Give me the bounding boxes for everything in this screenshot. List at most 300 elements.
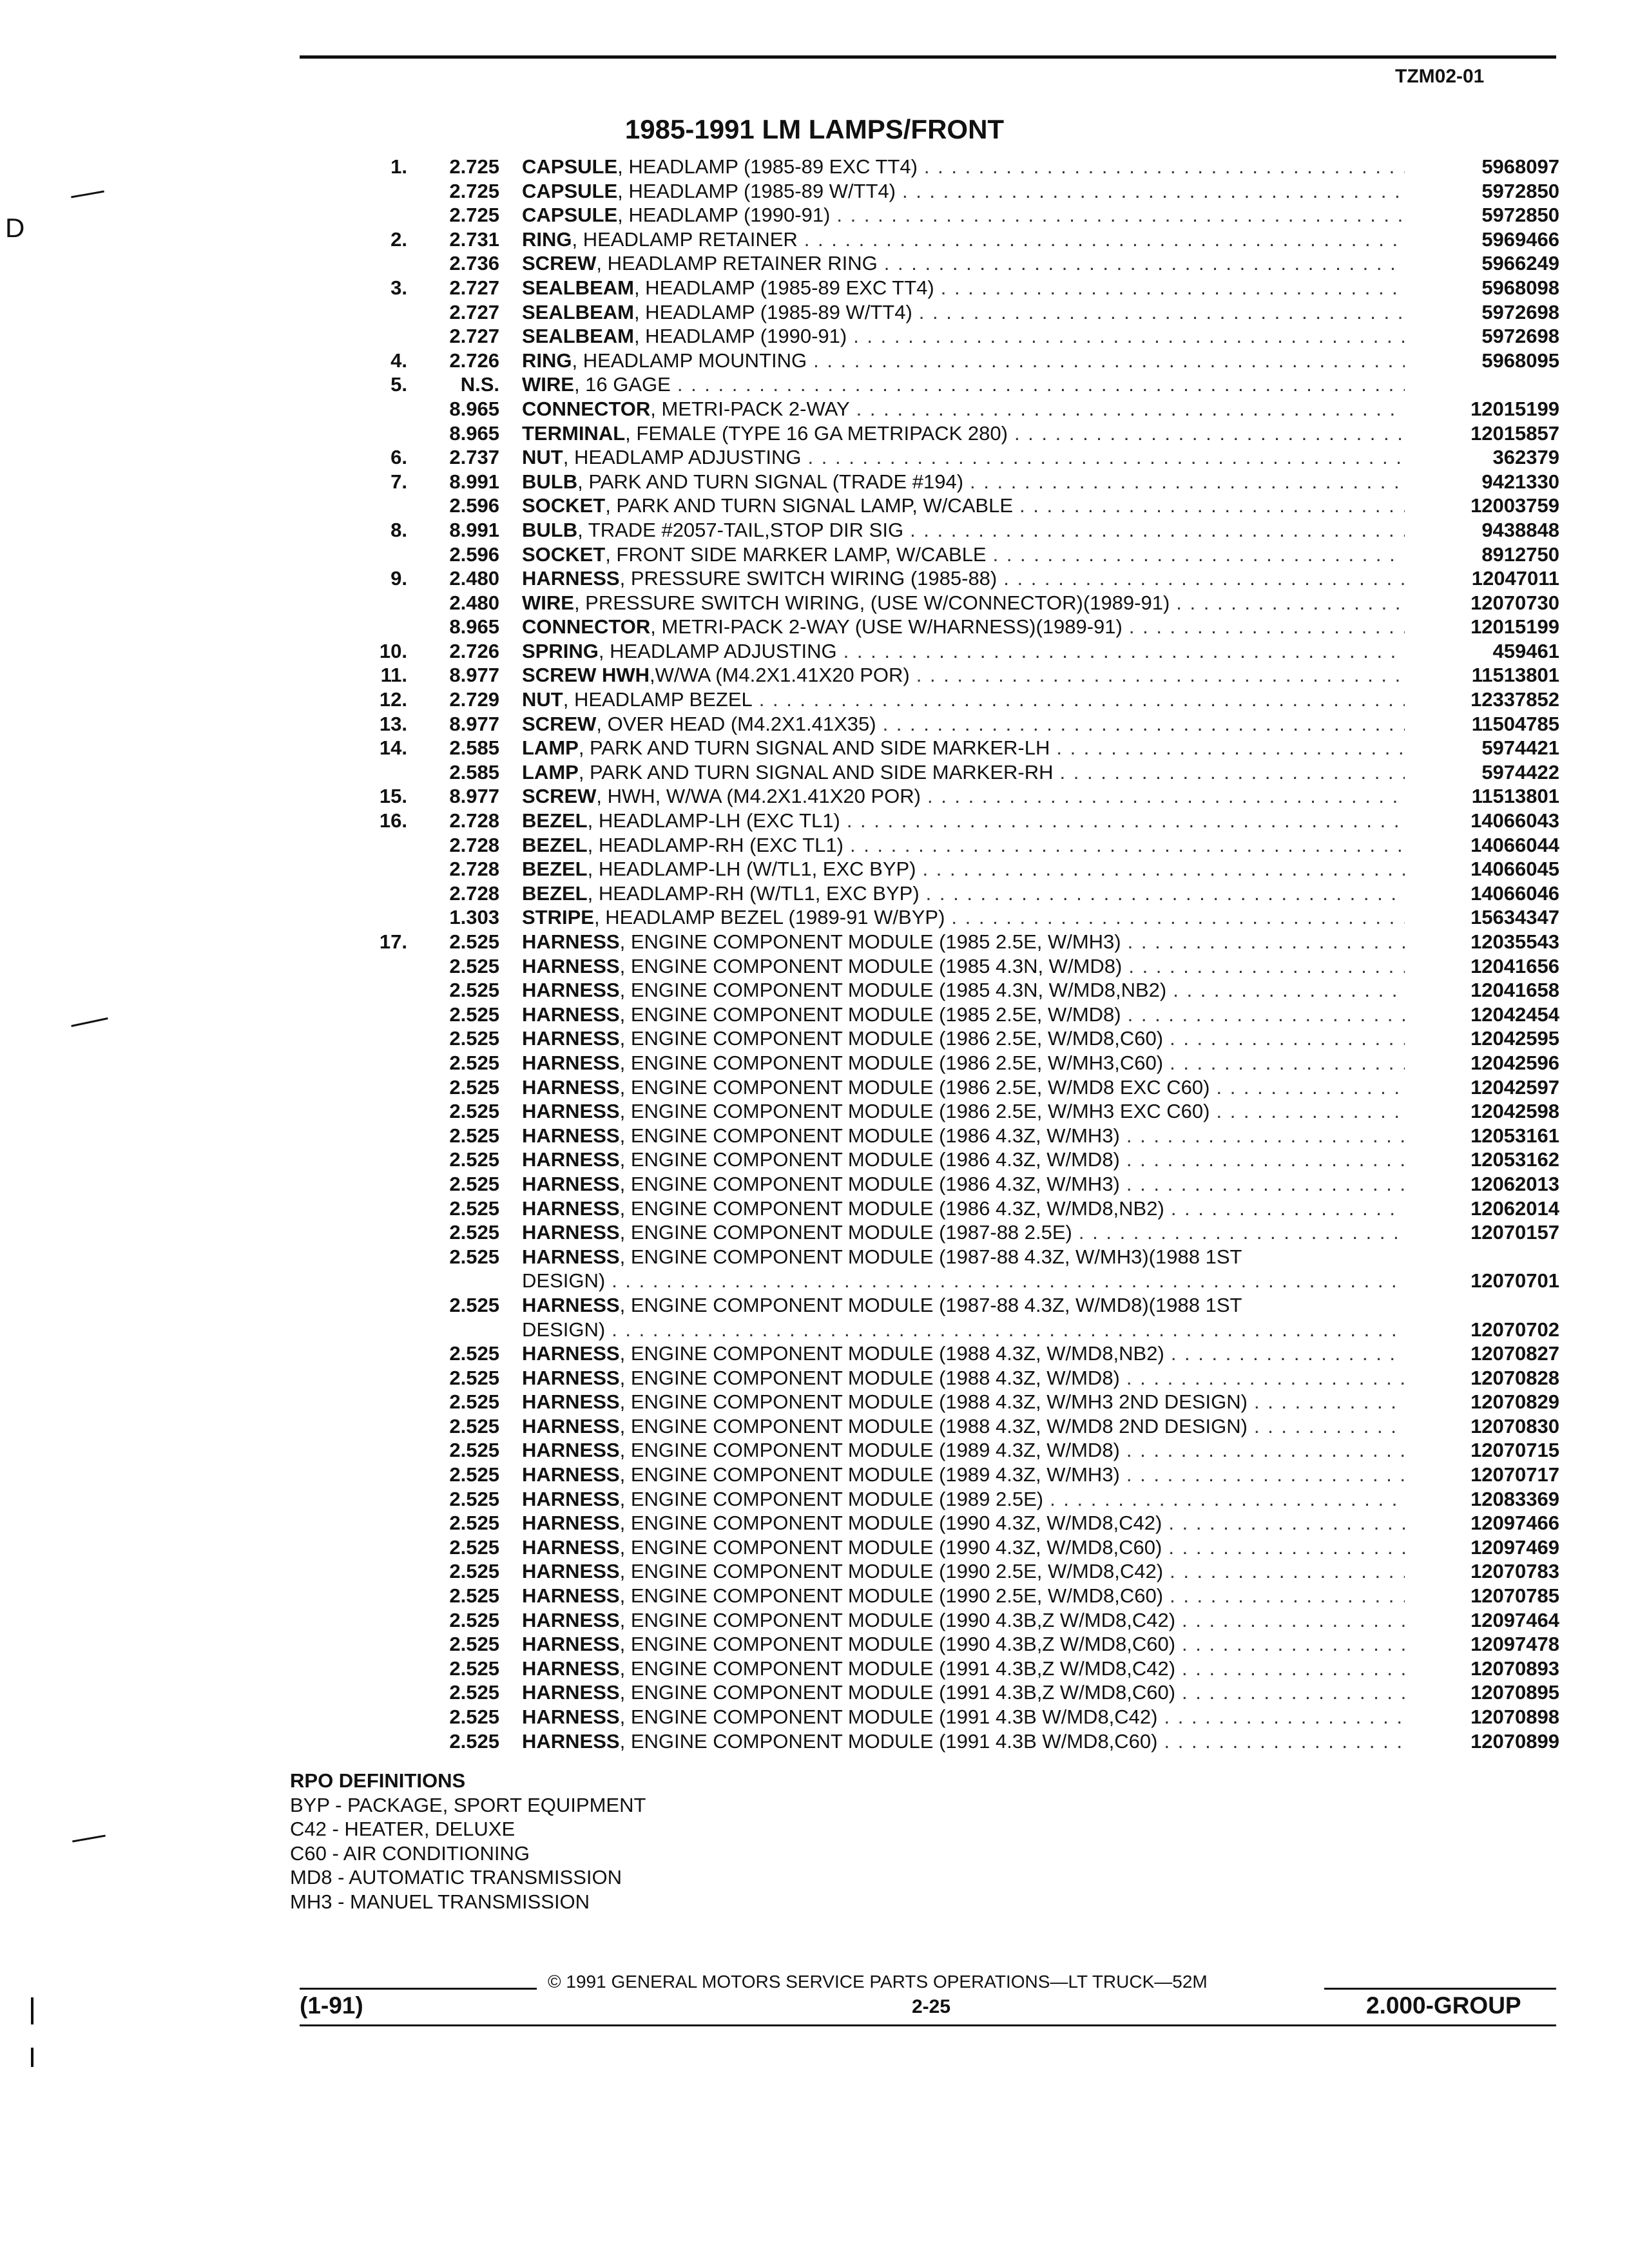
part-name: HARNESS xyxy=(522,1075,620,1099)
part-name: HARNESS xyxy=(522,1100,620,1123)
group-number: 2.525 xyxy=(449,1439,499,1462)
dot-leader xyxy=(1120,1124,1405,1148)
part-description xyxy=(522,663,1405,687)
part-description-text xyxy=(522,978,1166,1003)
dot-leader xyxy=(1008,421,1405,446)
part-description-text xyxy=(522,324,847,349)
part-name: HARNESS xyxy=(522,1706,620,1728)
part-detail: , HEADLAMP (1985-89 EXC TT4) xyxy=(617,155,918,178)
part-description xyxy=(522,421,1405,446)
group-number: 2.525 xyxy=(449,1584,499,1608)
part-detail: , ENGINE COMPONENT MODULE (1989 4.3Z, W/MH3) xyxy=(619,1463,1120,1486)
part-name: CAPSULE xyxy=(522,179,618,202)
part-row xyxy=(361,1584,1559,1608)
part-row xyxy=(361,1003,1559,1027)
dot-leader xyxy=(798,227,1405,252)
part-description xyxy=(522,566,1405,591)
page-title: 1985-1991 LM LAMPS/FRONT xyxy=(624,114,1005,144)
part-row xyxy=(361,470,1559,494)
part-detail: , ENGINE COMPONENT MODULE (1987-88 4.3Z, W/MH3)(1988 1ST xyxy=(619,1245,1242,1268)
margin-tick xyxy=(71,1017,108,1027)
group-number: 8.991 xyxy=(449,518,499,541)
part-description-text xyxy=(522,1196,1164,1221)
part-number: 12070898 xyxy=(1470,1706,1559,1728)
part-number: 11504785 xyxy=(1471,712,1559,735)
dot-leader xyxy=(1123,615,1405,639)
part-description-text xyxy=(522,1438,1120,1463)
part-description-text xyxy=(522,591,1170,615)
part-description xyxy=(522,954,1405,979)
part-name: HARNESS xyxy=(522,1172,620,1195)
part-name: HARNESS xyxy=(522,1535,620,1559)
part-row xyxy=(361,857,1559,881)
part-name: HARNESS xyxy=(522,1608,620,1631)
part-number: 5972850 xyxy=(1481,204,1559,227)
part-description xyxy=(522,324,1405,349)
dot-leader xyxy=(840,809,1405,833)
part-name: RING xyxy=(522,349,572,372)
part-detail: , ENGINE COMPONENT MODULE (1985 4.3N, W/MD8,NB2) xyxy=(619,979,1167,1002)
part-name: HARNESS xyxy=(522,930,620,953)
group-number: 2.585 xyxy=(449,736,499,760)
part-description-text xyxy=(522,1584,1163,1608)
part-description xyxy=(522,736,1405,760)
dot-leader xyxy=(1164,1196,1405,1221)
item-index: 6. xyxy=(390,446,407,469)
part-number: 5972698 xyxy=(1481,300,1559,323)
group-number: 2.727 xyxy=(449,325,499,348)
part-number: 12070899 xyxy=(1470,1729,1559,1753)
part-description xyxy=(522,1124,1405,1148)
rpo-item: C42 - HEATER, DELUXE xyxy=(290,1818,516,1841)
part-number: 15634347 xyxy=(1470,906,1559,929)
part-row xyxy=(361,543,1559,567)
dot-leader xyxy=(605,1318,1405,1342)
group-number: 2.525 xyxy=(449,1657,499,1680)
part-row xyxy=(361,1463,1559,1487)
part-description xyxy=(522,1559,1405,1584)
part-description-text xyxy=(522,227,798,252)
rpo-item: BYP - PACKAGE, SPORT EQUIPMENT xyxy=(290,1793,646,1816)
dot-leader xyxy=(1166,978,1405,1003)
part-detail: , HEADLAMP MOUNTING xyxy=(572,349,807,372)
dot-leader xyxy=(1158,1705,1405,1729)
part-row xyxy=(361,1099,1559,1124)
part-description xyxy=(522,1051,1405,1075)
part-detail: , ENGINE COMPONENT MODULE (1987-88 4.3Z, W/MD8)(1988 1ST xyxy=(619,1293,1242,1316)
part-description xyxy=(522,203,1405,227)
part-description-text xyxy=(522,1099,1210,1124)
part-description-text xyxy=(522,518,903,543)
part-description xyxy=(522,1657,1405,1681)
part-detail: , ENGINE COMPONENT MODULE (1986 2.5E, W/MH3,C60) xyxy=(619,1051,1164,1074)
part-number: 12070717 xyxy=(1470,1463,1559,1486)
part-number: 12070827 xyxy=(1470,1342,1559,1365)
part-name: BULB xyxy=(522,470,578,493)
part-detail: , ENGINE COMPONENT MODULE (1991 4.3B,Z W/MD8,C60) xyxy=(619,1681,1176,1704)
group-number: 2.525 xyxy=(449,1342,499,1365)
part-row xyxy=(361,954,1559,979)
group-number: 2.525 xyxy=(449,1560,499,1583)
part-description xyxy=(522,1414,1405,1439)
dot-leader xyxy=(1120,1438,1405,1463)
part-name: SCREW xyxy=(522,252,597,275)
part-number: 12041656 xyxy=(1470,954,1559,977)
part-name: NUT xyxy=(522,446,563,469)
part-row xyxy=(361,1511,1559,1535)
part-detail: , ENGINE COMPONENT MODULE (1991 4.3B W/MD8,C42) xyxy=(619,1706,1158,1728)
part-name: HARNESS xyxy=(522,567,620,590)
part-name: BEZEL xyxy=(522,858,588,881)
part-description xyxy=(522,518,1405,543)
part-number: 12062014 xyxy=(1470,1196,1559,1220)
part-description xyxy=(522,687,1405,712)
part-description-text xyxy=(522,1366,1120,1390)
part-description xyxy=(522,1632,1405,1657)
group-number: 2.525 xyxy=(449,1245,499,1268)
group-number: 2.525 xyxy=(449,979,499,1002)
part-name: SOCKET xyxy=(522,494,606,517)
part-row xyxy=(361,1657,1559,1681)
part-description xyxy=(522,1196,1405,1221)
part-number: 5972698 xyxy=(1481,325,1559,348)
part-name: CONNECTOR xyxy=(522,397,651,420)
part-detail: , ENGINE COMPONENT MODULE (1991 4.3B W/MD8,C60) xyxy=(619,1729,1158,1753)
part-row xyxy=(361,566,1559,591)
group-number: 2.525 xyxy=(449,1535,499,1559)
part-row xyxy=(361,349,1559,373)
part-detail: , PARK AND TURN SIGNAL LAMP, W/CABLE xyxy=(605,494,1013,517)
part-detail: ,W/WA (M4.2X1.41X20 POR) xyxy=(650,664,910,687)
part-description xyxy=(522,1584,1405,1608)
part-detail: , ENGINE COMPONENT MODULE (1989 4.3Z, W/MD8) xyxy=(619,1439,1120,1462)
part-name: HARNESS xyxy=(522,1439,620,1462)
part-number: 12042598 xyxy=(1470,1100,1559,1123)
item-index: 16. xyxy=(379,809,407,832)
part-detail: , HEADLAMP BEZEL (1989-91 W/BYP) xyxy=(593,906,945,929)
part-name: HARNESS xyxy=(522,1196,620,1220)
part-description-text xyxy=(522,470,963,494)
part-detail: , ENGINE COMPONENT MODULE (1988 4.3Z, W/MD8,NB2) xyxy=(619,1342,1164,1365)
part-name: SCREW xyxy=(522,712,597,735)
part-row xyxy=(361,518,1559,543)
part-name: BEZEL xyxy=(522,833,588,856)
dot-leader xyxy=(1163,1026,1405,1051)
part-description-text xyxy=(522,1535,1162,1560)
part-description xyxy=(522,1148,1405,1172)
part-row xyxy=(361,1705,1559,1729)
part-number: 5974422 xyxy=(1481,760,1559,783)
part-name: HARNESS xyxy=(522,1512,620,1535)
part-detail: , ENGINE COMPONENT MODULE (1986 4.3Z, W/MD8,NB2) xyxy=(619,1196,1164,1220)
part-description-text xyxy=(522,543,987,567)
part-description-text xyxy=(522,1148,1120,1172)
dot-leader xyxy=(1210,1099,1405,1124)
dot-leader xyxy=(830,203,1405,227)
part-detail: , ENGINE COMPONENT MODULE (1987-88 2.5E) xyxy=(619,1221,1072,1244)
item-index: 17. xyxy=(379,930,407,953)
part-number: 5969466 xyxy=(1481,227,1559,251)
group-number: 2.480 xyxy=(449,567,499,590)
part-row xyxy=(361,615,1559,639)
part-description-text xyxy=(522,760,1054,785)
part-row xyxy=(361,1680,1559,1705)
part-description-text xyxy=(522,1729,1158,1754)
dot-leader xyxy=(1158,1729,1405,1754)
part-name: BEZEL xyxy=(522,809,588,832)
group-number: 2.728 xyxy=(449,809,499,832)
part-description xyxy=(522,1318,1405,1342)
dot-leader xyxy=(1248,1390,1405,1414)
dot-leader xyxy=(1175,1608,1405,1633)
part-name: HARNESS xyxy=(522,1729,620,1753)
part-row xyxy=(361,1220,1559,1245)
part-description-text xyxy=(522,687,753,712)
group-number: 2.525 xyxy=(449,1293,499,1316)
part-name: RING xyxy=(522,227,572,251)
part-name: SCREW xyxy=(522,785,597,808)
item-index: 9. xyxy=(390,567,407,590)
part-row xyxy=(361,155,1559,179)
part-number: 12015857 xyxy=(1470,421,1559,445)
group-number: 2.726 xyxy=(449,349,499,372)
group-number: 2.525 xyxy=(449,1729,499,1753)
group-number: 2.728 xyxy=(449,881,499,905)
group-number: 2.525 xyxy=(449,1681,499,1704)
part-number: 12042454 xyxy=(1470,1003,1559,1026)
part-description xyxy=(522,1003,1405,1027)
part-row xyxy=(361,687,1559,712)
part-name: BULB xyxy=(522,518,578,541)
part-number: 12070829 xyxy=(1470,1390,1559,1414)
item-index: 2. xyxy=(390,227,407,251)
part-row xyxy=(361,1390,1559,1414)
part-number: 12015199 xyxy=(1470,397,1559,420)
part-row xyxy=(361,591,1559,615)
group-number: 8.965 xyxy=(449,615,499,639)
group-number: 2.525 xyxy=(449,1512,499,1535)
part-detail: , ENGINE COMPONENT MODULE (1986 2.5E, W/MD8,C60) xyxy=(619,1027,1164,1050)
part-name: TERMINAL xyxy=(522,421,626,445)
rpo-item: C60 - AIR CONDITIONING xyxy=(290,1841,530,1865)
dot-leader xyxy=(903,518,1405,543)
part-detail: , ENGINE COMPONENT MODULE (1986 2.5E, W/MH3 EXC C60) xyxy=(619,1100,1210,1123)
dot-leader xyxy=(910,663,1405,687)
group-number: 2.728 xyxy=(449,858,499,881)
part-description xyxy=(522,930,1405,954)
dot-leader xyxy=(1162,1535,1405,1560)
part-detail: , METRI-PACK 2-WAY xyxy=(650,397,850,420)
part-row xyxy=(361,1026,1559,1051)
part-description xyxy=(522,760,1405,785)
part-description-text xyxy=(522,639,837,664)
part-name: HARNESS xyxy=(522,979,620,1002)
part-description-text xyxy=(522,1463,1120,1487)
part-detail: , OVER HEAD (M4.2X1.41X35) xyxy=(596,712,876,735)
part-description-text xyxy=(522,1559,1163,1584)
part-row xyxy=(361,1172,1559,1196)
part-name: HARNESS xyxy=(522,1342,620,1365)
part-description-text xyxy=(522,421,1008,446)
document-code: TZM02-01 xyxy=(1395,66,1485,87)
item-index: 8. xyxy=(390,518,407,541)
part-detail: , METRI-PACK 2-WAY (USE W/HARNESS)(1989-91) xyxy=(650,615,1123,639)
group-number: 2.725 xyxy=(449,204,499,227)
part-name: SCREW HWH xyxy=(522,664,650,687)
part-description xyxy=(522,1269,1405,1293)
dot-leader xyxy=(920,881,1405,906)
part-detail: , HEADLAMP (1990-91) xyxy=(617,204,831,227)
part-detail: , ENGINE COMPONENT MODULE (1986 4.3Z, W/MH3) xyxy=(619,1172,1120,1195)
part-name: LAMP xyxy=(522,736,579,760)
item-index: 7. xyxy=(390,470,407,493)
part-description xyxy=(522,1511,1405,1535)
part-description xyxy=(522,276,1405,300)
part-name: WIRE xyxy=(522,591,574,614)
part-name: HARNESS xyxy=(522,954,620,977)
part-number: 5966249 xyxy=(1481,252,1559,275)
copyright-notice: © 1991 GENERAL MOTORS SERVICE PARTS OPERATIONS—LT TRUCK—52M xyxy=(548,1972,1208,1992)
group-number: 2.728 xyxy=(449,833,499,856)
group-number: 2.736 xyxy=(449,252,499,275)
part-row xyxy=(361,881,1559,906)
dot-leader xyxy=(1175,1680,1405,1705)
part-description xyxy=(522,1026,1405,1051)
part-description xyxy=(522,1705,1405,1729)
part-row xyxy=(361,251,1559,276)
group-number: 2.525 xyxy=(449,1366,499,1389)
footer-rule-right xyxy=(1324,1988,1556,1990)
dot-leader xyxy=(1163,1584,1405,1608)
part-number: 12070715 xyxy=(1470,1439,1559,1462)
part-name: SPRING xyxy=(522,639,599,662)
part-description-text xyxy=(522,712,876,736)
part-number: 12070895 xyxy=(1470,1681,1559,1704)
part-description xyxy=(522,591,1405,615)
part-row xyxy=(361,736,1559,760)
part-detail: , PARK AND TURN SIGNAL (TRADE #194) xyxy=(577,470,964,493)
group-label: 2.000-GROUP xyxy=(1366,1992,1521,2019)
part-number: 5968097 xyxy=(1481,155,1559,178)
dot-leader xyxy=(753,687,1405,712)
part-detail: , ENGINE COMPONENT MODULE (1991 4.3B,Z W/MD8,C42) xyxy=(619,1657,1176,1680)
part-name: HARNESS xyxy=(522,1003,620,1026)
part-description xyxy=(522,372,1405,397)
part-detail: , HEADLAMP (1985-89 W/TT4) xyxy=(633,300,912,323)
part-description xyxy=(522,1220,1405,1245)
dot-leader xyxy=(605,1269,1405,1293)
part-description-text xyxy=(522,833,843,858)
part-number: 12042595 xyxy=(1470,1027,1559,1050)
part-number: 14066046 xyxy=(1470,881,1559,905)
part-detail: , ENGINE COMPONENT MODULE (1990 4.3Z, W/MD8,C60) xyxy=(619,1535,1162,1559)
part-description-text xyxy=(522,1414,1248,1439)
part-detail: , HEADLAMP-RH (EXC TL1) xyxy=(587,833,843,856)
part-name: HARNESS xyxy=(522,1027,620,1050)
dot-leader xyxy=(837,639,1405,664)
part-number: 12053161 xyxy=(1470,1124,1559,1147)
part-name: WIRE xyxy=(522,373,574,396)
part-description xyxy=(522,179,1405,204)
part-number: 14066043 xyxy=(1470,809,1559,832)
dot-leader xyxy=(1163,1051,1405,1075)
group-number: 2.525 xyxy=(449,1172,499,1195)
part-description-text xyxy=(522,1680,1175,1705)
part-description-text xyxy=(522,1026,1163,1051)
part-description xyxy=(522,1075,1405,1100)
part-description-text xyxy=(522,615,1123,639)
part-description-text xyxy=(522,954,1122,979)
part-description xyxy=(522,809,1405,833)
part-row xyxy=(361,663,1559,687)
part-name: CONNECTOR xyxy=(522,615,651,639)
dot-leader xyxy=(1121,1003,1405,1027)
part-description xyxy=(522,1341,1405,1366)
group-number: 2.525 xyxy=(449,930,499,953)
part-name: HARNESS xyxy=(522,1366,620,1389)
part-detail: , ENGINE COMPONENT MODULE (1990 4.3B,Z W/MD8,C60) xyxy=(619,1633,1176,1656)
part-name: SEALBEAM xyxy=(522,300,634,323)
part-description-text xyxy=(522,445,802,470)
part-detail: , ENGINE COMPONENT MODULE (1986 4.3Z, W/MH3) xyxy=(619,1124,1120,1147)
part-name: HARNESS xyxy=(522,1390,620,1414)
part-detail: , ENGINE COMPONENT MODULE (1989 2.5E) xyxy=(619,1487,1044,1510)
part-description xyxy=(522,227,1405,252)
part-description-text xyxy=(522,1657,1175,1681)
group-number: 2.525 xyxy=(449,1100,499,1123)
dot-leader xyxy=(1120,1148,1405,1172)
margin-tick xyxy=(31,2048,34,2067)
part-number: 12070828 xyxy=(1470,1366,1559,1389)
part-number: 12041658 xyxy=(1470,979,1559,1002)
part-description xyxy=(522,251,1405,276)
part-description xyxy=(522,784,1405,809)
group-number: 2.525 xyxy=(449,1633,499,1656)
part-number: 459461 xyxy=(1492,639,1559,662)
part-number: 12070830 xyxy=(1470,1414,1559,1437)
part-name: HARNESS xyxy=(522,1487,620,1510)
part-description-line1 xyxy=(522,1293,1405,1318)
part-description-text xyxy=(522,663,910,687)
dot-leader xyxy=(918,155,1405,179)
part-description-text xyxy=(522,155,918,179)
part-row xyxy=(361,1487,1559,1512)
part-row xyxy=(361,833,1559,858)
rpo-definitions xyxy=(290,1769,646,1914)
item-index: 4. xyxy=(390,349,407,372)
part-row xyxy=(361,1124,1559,1148)
part-number: 12070785 xyxy=(1470,1584,1559,1608)
part-row xyxy=(361,1608,1559,1633)
part-number: 14066045 xyxy=(1470,858,1559,881)
group-number: 8.965 xyxy=(449,421,499,445)
part-description xyxy=(522,349,1405,373)
part-number: 12070893 xyxy=(1470,1657,1559,1680)
part-description xyxy=(522,1390,1405,1414)
part-row xyxy=(361,397,1559,421)
group-number: 2.525 xyxy=(449,1003,499,1026)
part-description-text xyxy=(522,857,916,881)
group-number: 2.726 xyxy=(449,639,499,662)
dot-leader xyxy=(1013,494,1405,518)
dot-leader xyxy=(1210,1075,1405,1100)
group-number: 2.596 xyxy=(449,494,499,517)
rpo-item: MH3 - MANUEL TRANSMISSION xyxy=(290,1890,590,1913)
part-detail: , PRESSURE SWITCH WIRING (1985-88) xyxy=(619,567,998,590)
part-description xyxy=(522,639,1405,664)
part-description xyxy=(522,1463,1405,1487)
part-detail: , ENGINE COMPONENT MODULE (1988 4.3Z, W/MD8) xyxy=(619,1366,1120,1389)
